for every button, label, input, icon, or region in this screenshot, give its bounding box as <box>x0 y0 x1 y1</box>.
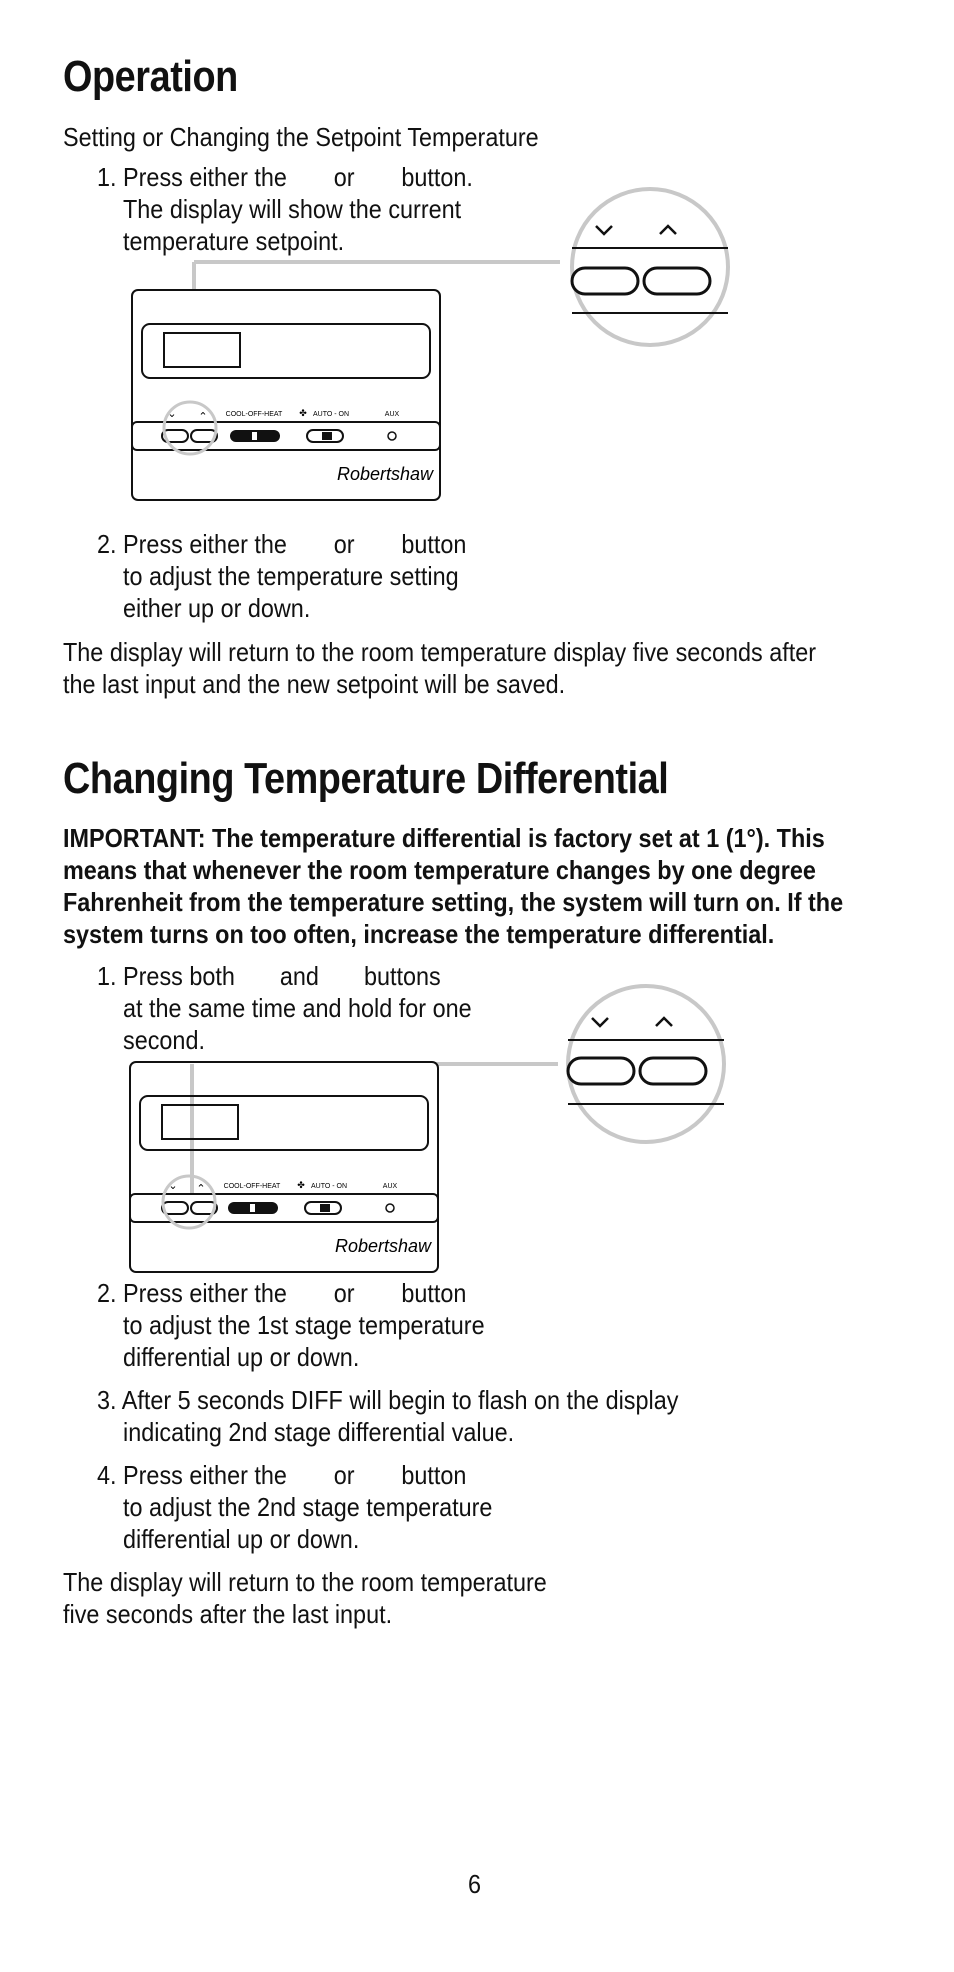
diff-step2-line1 <box>97 1277 466 1309</box>
important-line3: Fahrenheit from the temperature setting, the system will turn on. If the <box>63 887 844 917</box>
diff-step1-line2: at the same time and hold for one <box>123 993 472 1023</box>
step1-line2: The display will show the current <box>123 194 462 224</box>
step-text: buttons <box>363 961 441 991</box>
diff-step4-line1 <box>97 1459 466 1491</box>
mode-label: COOL-OFF-HEAT <box>225 411 283 418</box>
down-arrow-icon: ⌄ <box>168 1180 178 1192</box>
fan-label: AUTO - ON <box>312 411 350 418</box>
section-title-operation: Operation <box>63 52 238 101</box>
step1-line3: temperature setpoint. <box>123 226 345 256</box>
diff-note-line2: five seconds after the last input. <box>63 1599 393 1629</box>
step-number: 2. <box>97 529 117 559</box>
step-text: and <box>279 961 319 991</box>
step-number: 4. <box>97 1460 117 1490</box>
fan-icon: ✤ <box>297 1180 305 1190</box>
diff-step3-line2: indicating 2nd stage differential value. <box>123 1417 515 1447</box>
fan-switch-knob <box>322 432 332 440</box>
step-text: Press either the <box>123 1460 287 1490</box>
step-number: 1. <box>97 961 117 991</box>
diff-note-line1: The display will return to the room temperature <box>63 1567 547 1597</box>
step-text: button <box>401 529 467 559</box>
step-text: Press both <box>123 961 235 991</box>
section-title-differential: Changing Temperature Differential <box>63 754 669 803</box>
diff-step2-line2: to adjust the 1st stage temperature <box>123 1310 485 1340</box>
brand-logo: Robertshaw <box>334 1236 432 1256</box>
diff-step4-line3: differential up or down. <box>123 1524 360 1554</box>
page-number: 6 <box>468 1869 482 1899</box>
aux-indicator <box>388 432 396 440</box>
aux-indicator <box>386 1204 394 1212</box>
important-line2: means that whenever the room temperature changes by one degree <box>63 855 816 885</box>
step-text: or <box>333 1460 355 1490</box>
diff-step4-line2: to adjust the 2nd stage temperature <box>123 1492 493 1522</box>
mode-switch-knob <box>250 1204 255 1212</box>
subtitle-setpoint: Setting or Changing the Setpoint Temperature <box>63 122 539 152</box>
note-line1: The display will return to the room temperature display five seconds after <box>63 637 817 667</box>
fan-label: AUTO - ON <box>310 1183 348 1190</box>
step-number: 1. <box>97 162 117 192</box>
step-text: Press either the <box>123 1278 287 1308</box>
brand-logo: Robertshaw <box>336 464 434 484</box>
important-line4: system turns on too often, increase the temperature differential. <box>63 919 775 949</box>
up-arrow-icon: ⌃ <box>198 411 208 423</box>
step-text: button. <box>401 162 473 192</box>
diff-step3-line1 <box>97 1384 678 1416</box>
step-text: or <box>333 1278 355 1308</box>
magnified-down-button[interactable] <box>568 1058 634 1084</box>
step-text: Press either the <box>123 529 287 559</box>
step-number: 3. <box>97 1385 117 1415</box>
diff-step1-line3: second. <box>123 1025 205 1055</box>
step2-line2: to adjust the temperature setting <box>123 561 459 591</box>
step-text: button <box>401 1278 467 1308</box>
step-text: Press either the <box>123 162 287 192</box>
step-text: button <box>401 1460 467 1490</box>
aux-label: AUX <box>382 1183 398 1190</box>
mode-switch-knob <box>252 432 257 440</box>
diff-step2-line3: differential up or down. <box>123 1342 360 1372</box>
down-arrow-icon: ⌄ <box>167 408 177 420</box>
note-line2: the last input and the new setpoint will be saved. <box>63 669 566 699</box>
important-line1: IMPORTANT: The temperature differential is factory set at 1 (1°). This <box>63 823 825 853</box>
fan-icon: ✤ <box>299 408 307 418</box>
magnified-up-button[interactable] <box>644 268 710 294</box>
thermostat-figure-2 <box>118 984 738 1284</box>
step-text: or <box>333 529 355 559</box>
step-text: After 5 seconds DIFF will begin to flash on the display <box>121 1385 679 1415</box>
magnified-down-button[interactable] <box>572 268 638 294</box>
magnified-up-button[interactable] <box>640 1058 706 1084</box>
mode-label: COOL-OFF-HEAT <box>223 1183 281 1190</box>
fan-switch-knob <box>320 1204 330 1212</box>
step2-line3: either up or down. <box>123 593 311 623</box>
step-text: or <box>333 162 355 192</box>
aux-label: AUX <box>384 411 400 418</box>
step-number: 2. <box>97 1278 117 1308</box>
up-arrow-icon: ⌃ <box>196 1183 206 1195</box>
thermostat-figure-1 <box>120 180 740 510</box>
step2-line1 <box>97 528 466 560</box>
